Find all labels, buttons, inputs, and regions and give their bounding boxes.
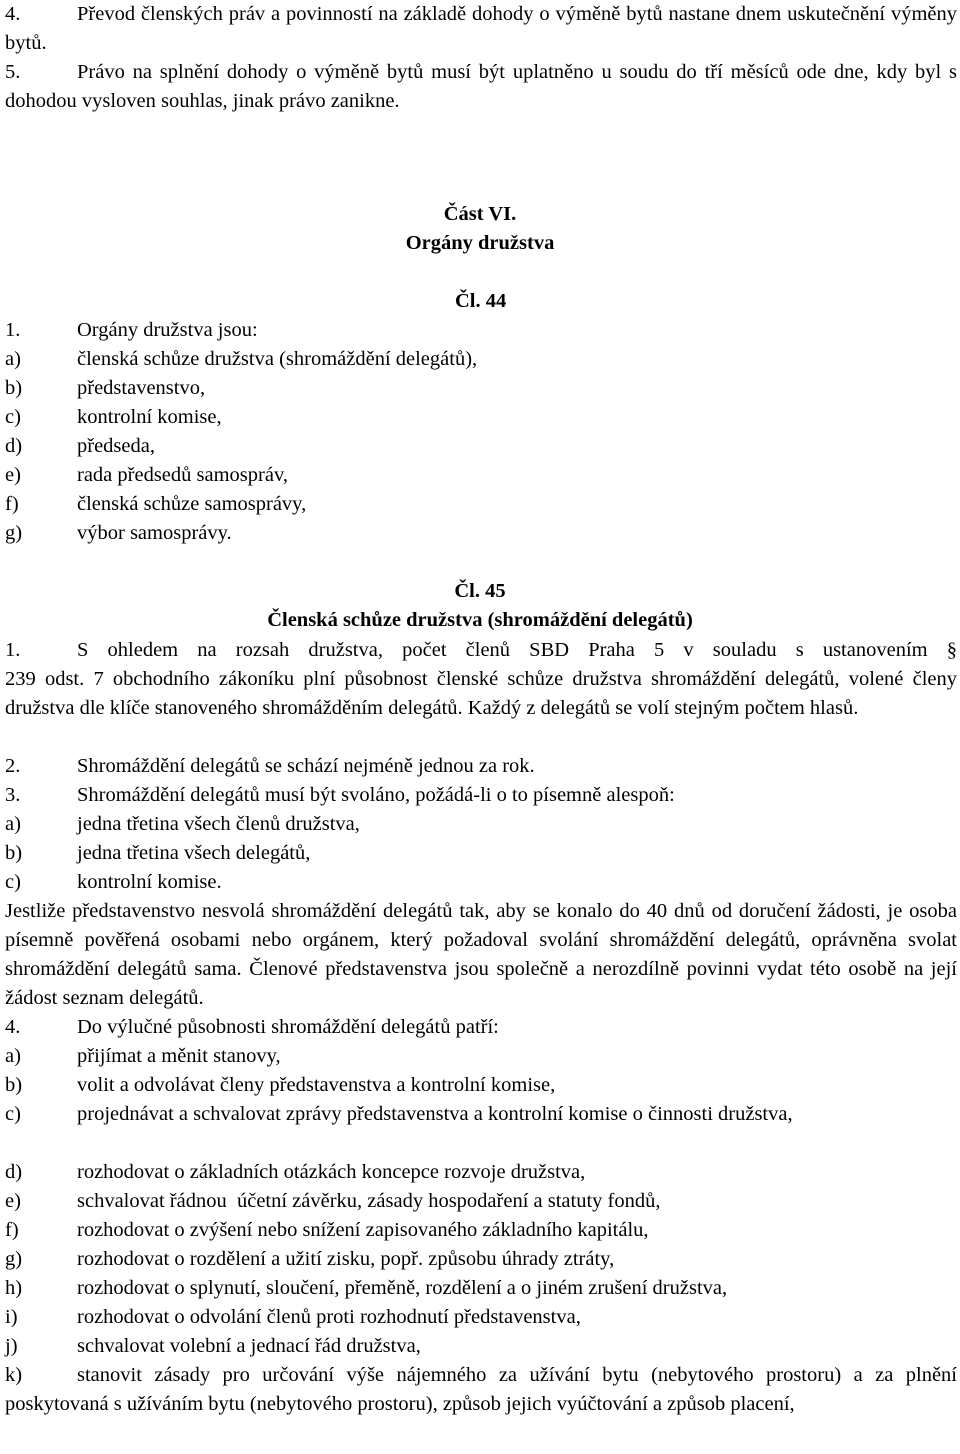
paragraph-3-continuation: Jestliže představenstvo nesvolá shromáždění delegátů tak, aby se konalo do 40 dnů od doručení žádosti, je osoba písemně pověřená osobami nebo orgánem, který požadoval svolání shromáždění delegátů, oprávněna svolat shromáždění delegátů sama. Členové představenstva jsou společně a nerozdílně povinni vydat této osobě na její žádost seznam delegátů. — [5, 900, 957, 1009]
list-item: c) kontrolní komise, — [5, 406, 222, 428]
paragraph-5: 5. Právo na splnění dohody o výměně bytů musí být uplatněno u soudu do tří měsíců ode dne, kdy byl s dohodou vysloven souhlas, jinak právo zanikne. — [5, 61, 957, 112]
list-item: c) projednávat a schvalovat zprávy představenstva a kontrolní komise o činnosti družstva, — [5, 1103, 793, 1125]
list-item: b) volit a odvolávat členy představenstva a kontrolní komise, — [5, 1074, 556, 1096]
article-44-heading: Čl. 44 — [455, 290, 507, 312]
list-item: a) přijímat a měnit stanovy, — [5, 1045, 281, 1067]
list-item: f) členská schůze samosprávy, — [5, 493, 307, 515]
list-item: a) jedna třetina všech členů družstva, — [5, 813, 360, 835]
list-item: d) předseda, — [5, 435, 155, 457]
article-45-heading: Čl. 45 — [454, 580, 506, 602]
list-item: i) rozhodovat o odvolání členů proti rozhodnutí představenstva, — [5, 1306, 581, 1328]
list-item: e) schvalovat řádnou účetní závěrku, zásady hospodaření a statuty fondů, — [5, 1190, 661, 1212]
list-item: g) rozhodovat o rozdělení a užití zisku, popř. způsobu úhrady ztráty, — [5, 1248, 615, 1270]
part-title: Část VI. — [443, 203, 517, 225]
article-45-paragraph-1-line1: 1. S ohledem na rozsah družstva, počet členů SBD Praha 5 v souladu s ustanovením § — [5, 639, 957, 661]
article-45-title: Členská schůze družstva (shromáždění delegátů) — [267, 609, 693, 631]
paragraph-4: 4. Převod členských práv a povinností na základě dohody o výměně bytů nastane dnem uskutečnění výměny bytů. — [5, 3, 957, 54]
article-45-paragraph-3: 3. Shromáždění delegátů musí být svoláno, požádá-li o to písemně alespoň: — [5, 784, 675, 806]
list-item: e) rada předsedů samospráv, — [5, 464, 288, 486]
list-item: c) kontrolní komise. — [5, 871, 222, 893]
list-item: k) stanovit zásady pro určování výše nájemného za užívání bytu (nebytového prostoru) a za plnění poskytovaná s užíváním bytu (nebytového prostoru), způsob jejich vyúčtování a způsob placení, — [5, 1364, 957, 1415]
article-45-paragraph-1-body: 239 odst. 7 obchodního zákoníku plní působnost členské schůze družstva shromáždění delegátů, volené členy družstva dle klíče stanoveného shromážděním delegátů. Každý z delegátů se volí stejným počtem hlasů. — [5, 668, 957, 719]
list-item: f) rozhodovat o zvýšení nebo snížení zapisovaného základního kapitálu, — [5, 1219, 649, 1241]
list-item: g) výbor samosprávy. — [5, 522, 232, 544]
article-45-paragraph-2: 2. Shromáždění delegátů se schází nejméně jednou za rok. — [5, 755, 535, 777]
part-subtitle: Orgány družstva — [405, 232, 555, 254]
article-44-paragraph-1: 1. Orgány družstva jsou: — [5, 319, 258, 341]
article-45-paragraph-4: 4. Do výlučné působnosti shromáždění delegátů patří: — [5, 1016, 499, 1038]
list-item: h) rozhodovat o splynutí, sloučení, přeměně, rozdělení a o jiném zrušení družstva, — [5, 1277, 728, 1299]
list-item: d) rozhodovat o základních otázkách koncepce rozvoje družstva, — [5, 1161, 586, 1183]
list-item: b) představenstvo, — [5, 377, 206, 399]
list-item: b) jedna třetina všech delegátů, — [5, 842, 311, 864]
list-item: a) členská schůze družstva (shromáždění delegátů), — [5, 348, 478, 370]
list-item: j) schvalovat volební a jednací řád družstva, — [5, 1335, 421, 1357]
